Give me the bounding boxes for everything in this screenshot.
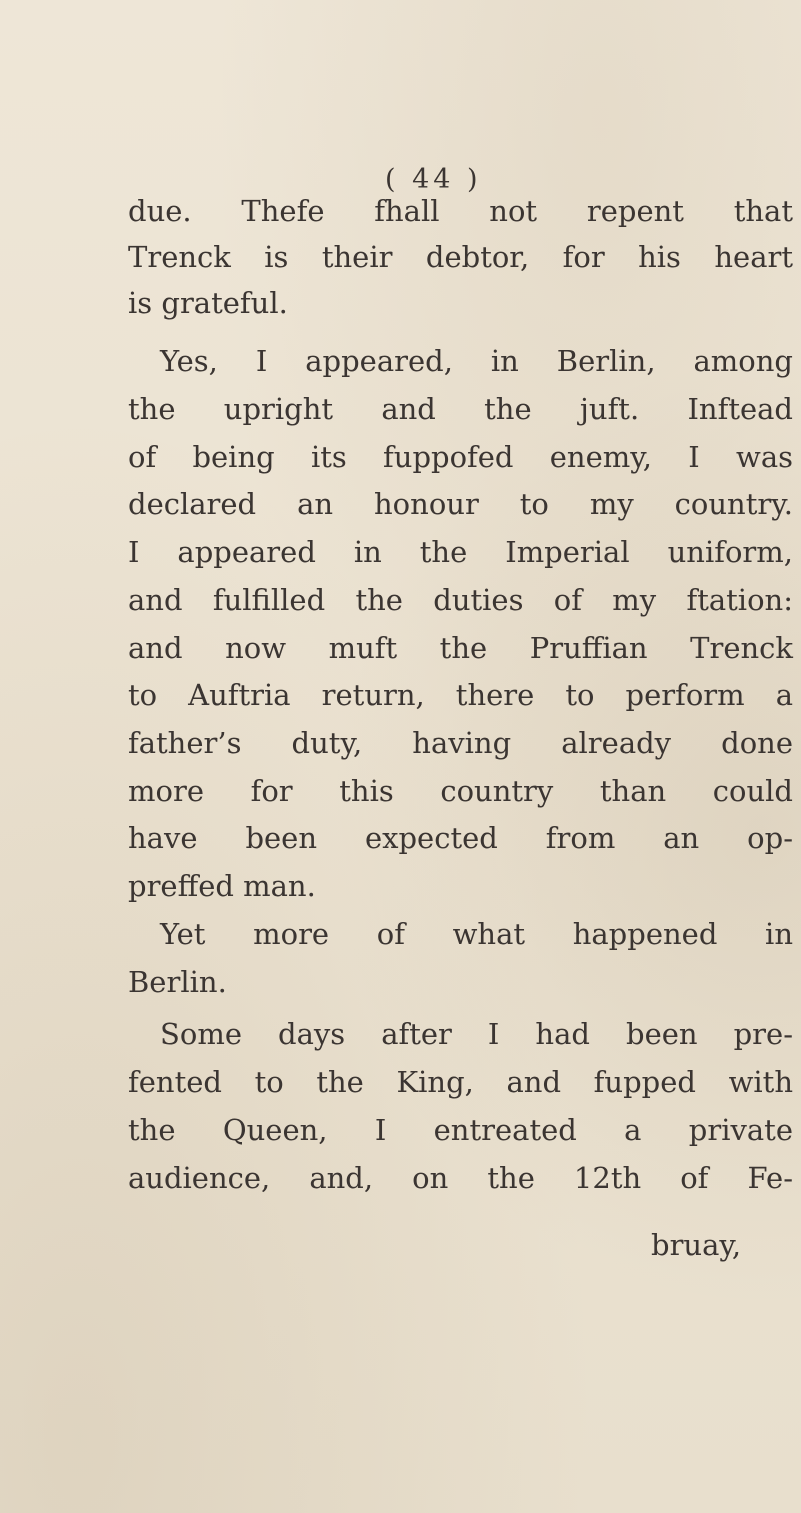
text-line-2: Trenck is their debtor, for his heart [128,240,793,274]
text-line-14: have been expected from an op- [128,821,793,855]
text-line-9: and fulfilled the duties of my ftation: [128,583,793,617]
text-line-17: Berlin. [128,965,227,999]
text-line-8: I appeared in the Imperial uniform, [128,535,793,569]
text-line-4: Yes, I appeared, in Berlin, among [160,344,793,378]
text-line-13: more for this country than could [128,774,793,808]
text-line-10: and now muft the Pruffian Trenck [128,631,793,665]
text-line-3: is grateful. [128,286,288,320]
text-line-20: the Queen, I entreated a private [128,1113,793,1147]
text-line-1: due. Thefe fhall not repent that [128,194,793,228]
text-line-11: to Auftria return, there to perform a [128,678,793,712]
text-line-15: preffed man. [128,869,316,903]
catchword: bruay, [651,1228,742,1262]
text-line-12: father’s duty, having already done [128,726,793,760]
text-line-18: Some days after I had been pre- [160,1017,793,1051]
text-line-5: the upright and the juft. Inftead [128,392,793,426]
text-line-21: audience, and, on the 12th of Fe- [128,1161,793,1195]
text-line-19: fented to the King, and fupped with [128,1065,793,1099]
text-line-6: of being its fuppofed enemy, I was [128,440,793,474]
text-line-7: declared an honour to my country. [128,487,793,521]
text-line-16: Yet more of what happened in [160,917,793,951]
page-number: ( 44 ) [385,164,482,195]
